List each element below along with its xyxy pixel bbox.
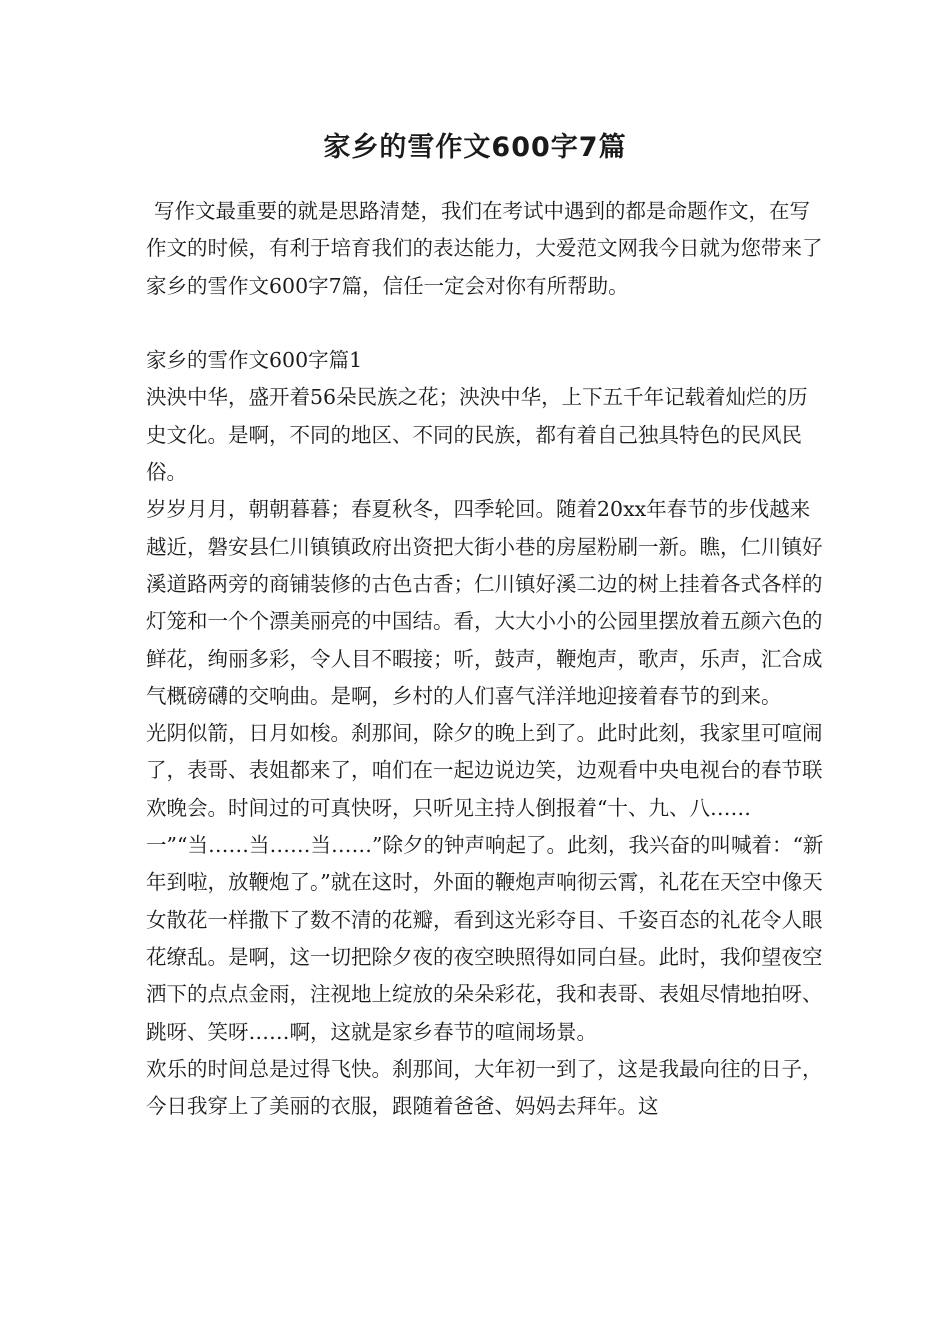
body-paragraph-2: 岁岁月月，朝朝暮暮；春夏秋冬，四季轮回。随着20xx年春节的步伐越来越近，磐安县仁川镇镇政府出资把大街小巷的房屋粉刷一新。瞧，仁川镇好溪道路两旁的商铺装修的古色古香；仁川镇好溪二边的树上挂着各式各样的灯笼和一个个漂美丽亮的中国结。看，大大小小的公园里摆放着五颜六色的鲜花，绚丽多彩，令人目不暇接；听，鼓声，鞭炮声，歌声，乐声，汇合成气概磅礴的交响曲。是啊，乡村的人们喜气洋洋地迎接着春节的到来。 xyxy=(146,497,823,708)
document-title: 家乡的雪作文600字7篇 xyxy=(323,132,627,163)
intro-paragraph: 写作文最重要的就是思路清楚，我们在考试中遇到的都是命题作文，在写作文的时候，有利于培育我们的表达能力，大爱范文网我今日就为您带来了家乡的雪作文600字7篇，信任一定会对你有所帮助。 xyxy=(146,199,823,298)
section-heading: 家乡的雪作文600字篇1 xyxy=(146,348,363,373)
body-paragraph-3: 光阴似箭，日月如梭。刹那间，除夕的晚上到了。此时此刻，我家里可喧闹了，表哥、表姐都来了，咱们在一起边说边笑，边观看中央电视台的春节联欢晚会。时间过的可真快呀，只听见主持人倒报着“十、九、八……一”“当……当……当……”除夕的钟声响起了。此刻，我兴奋的叫喊着：“新年到啦，放鞭炮了。”就在这时，外面的鞭炮声响彻云霄，礼花在天空中像天女散花一样撒下了数不清的花瓣，看到这光彩夺目、千姿百态的礼花令人眼花缭乱。是啊，这一切把除夕夜的夜空映照得如同白昼。此时，我仰望夜空洒下的点点金雨，注视地上绽放的朵朵彩花，我和表哥、表姐尽情地拍呀、跳呀、笑呀……啊，这就是家乡春节的喧闹场景。 xyxy=(146,721,824,1044)
document-body xyxy=(146,193,826,1125)
paragraph-spacer xyxy=(146,305,826,342)
body-paragraph-1: 泱泱中华，盛开着56朵民族之花；泱泱中华，上下五千年记载着灿烂的历史文化。是啊，不同的地区、不同的民族，都有着自己独具特色的民风民俗。 xyxy=(146,385,808,485)
body-paragraph-4: 欢乐的时间总是过得飞快。刹那间，大年初一到了，这是我最向往的日子，今日我穿上了美丽的衣服，跟随着爸爸、妈妈去拜年。这 xyxy=(146,1056,823,1119)
